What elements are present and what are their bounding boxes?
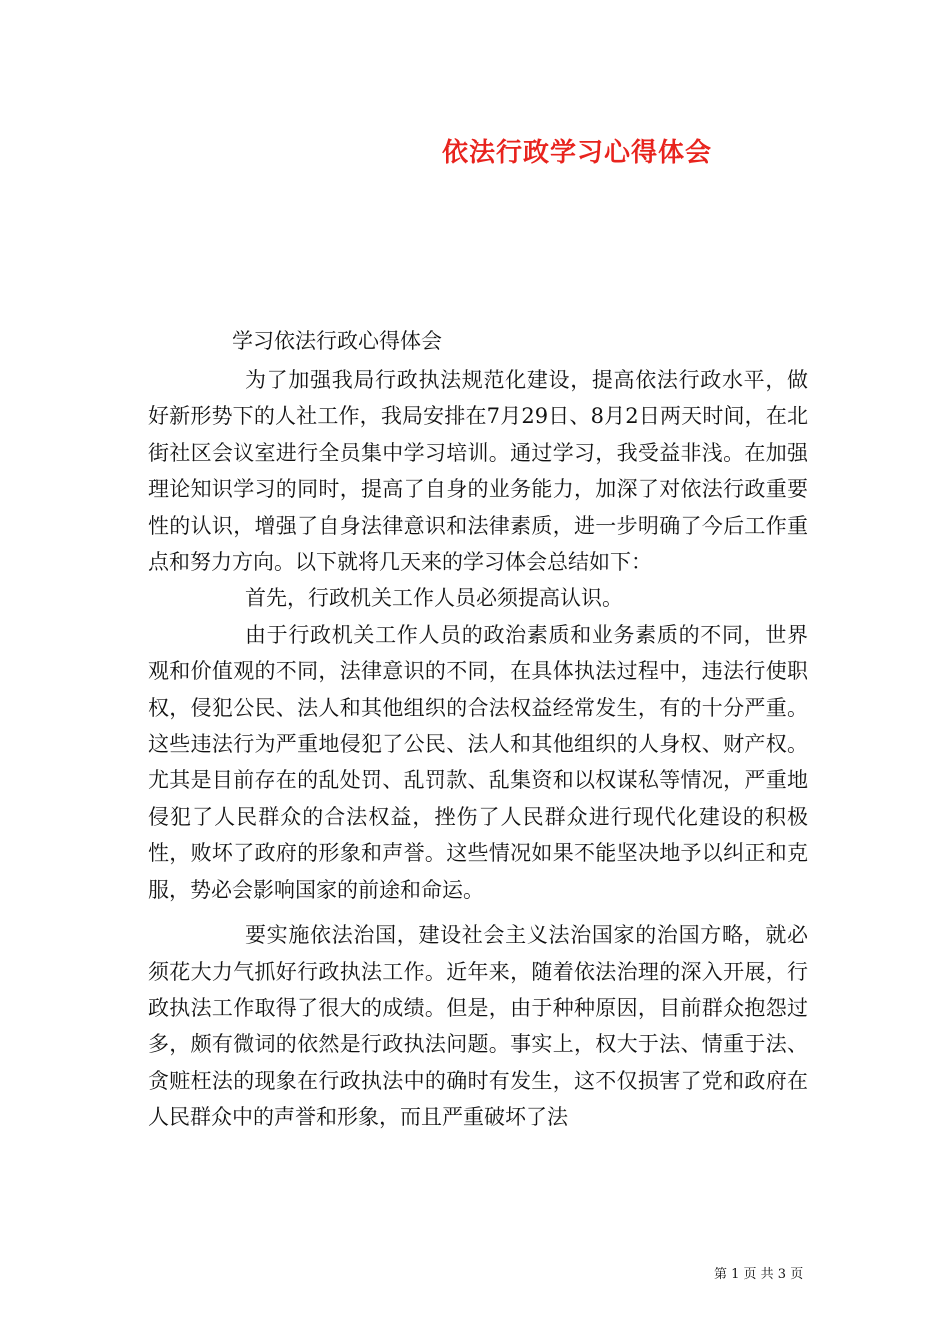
paragraph: 由于行政机关工作人员的政治素质和业务素质的不同，世界观和价值观的不同，法律意识的不同，在具体执法过程中，违法行使职权，侵犯公民、法人和其他组织的合法权益经常发生，有的十分严重。这些违法行为严重地侵犯了公民、法人和其他组织的人身权、财产权。尤其是目前存在的乱处罚、乱罚款、乱集资和以权谋私等情况，严重地侵犯了人民群众的合法权益，挫伤了人民群众进行现代化建设的积极性，败坏了政府的形象和声誉。这些情况如果不能坚决地予以纠正和克服，势必会影响国家的前途和命运。 bbox=[148, 622, 808, 902]
document-body bbox=[148, 362, 808, 1136]
document-title-text: 依法行政学习心得体会 bbox=[441, 138, 712, 168]
paragraph: 为了加强我局行政执法规范化建设，提高依法行政水平，做好新形势下的人社工作，我局安排在7月29日、8月2日两天时间，在北街社区会议室进行全员集中学习培训。通过学习，我受益非浅。在加强理论知识学习的同时，提高了自身的业务能力，加深了对依法行政重要性的认识，增强了自身法律意识和法律素质，进一步明确了今后工作重点和努力方向。以下就将几天来的学习体会总结如下： bbox=[148, 368, 808, 575]
document-title bbox=[0, 132, 950, 169]
document-subtitle: 学习依法行政心得体会 bbox=[232, 329, 442, 353]
page-number-footer: 第 1 页 共 3 页 bbox=[714, 1267, 804, 1282]
paragraph: 要实施依法治国，建设社会主义法治国家的治国方略，就必须花大力气抓好行政执法工作。近年来，随着依法治理的深入开展，行政执法工作取得了很大的成绩。但是，由于种种原因，目前群众抱怨过多，颇有微词的依然是行政执法问题。事实上，权大于法、情重于法、贪赃枉法的现象在行政执法中的确时有发生，这不仅损害了党和政府在人民群众中的声誉和形象，而且严重破坏了法 bbox=[148, 923, 808, 1130]
paragraph: 首先，行政机关工作人员必须提高认识。 bbox=[245, 586, 623, 611]
